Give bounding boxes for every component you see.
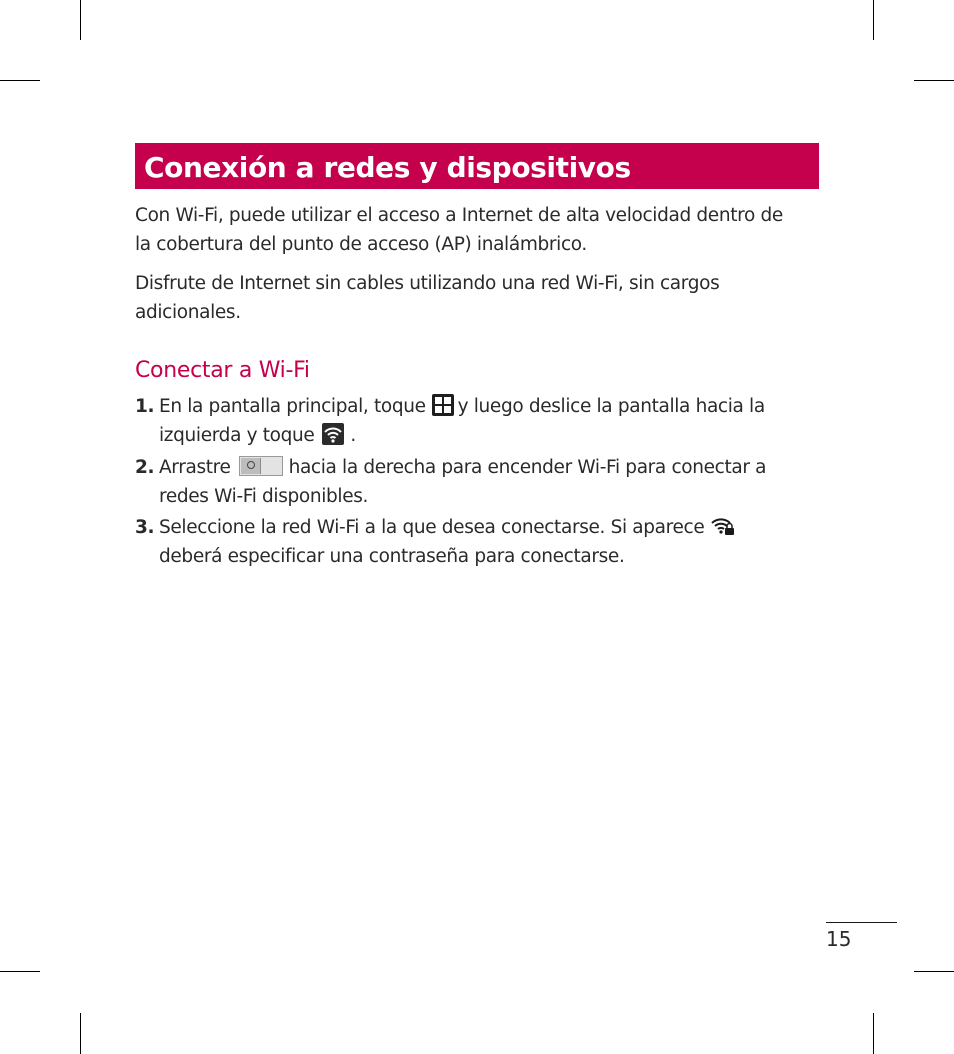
wifi-toggle-icon <box>239 456 283 476</box>
step-text: y luego deslice la pantalla hacia la <box>457 396 765 417</box>
text-line: deberá especificar una contraseña para conectarse. <box>159 546 625 567</box>
step-text: . <box>350 425 356 446</box>
text-line <box>159 513 819 542</box>
step-text: Seleccione la red Wi-Fi a la que desea conectarse. Si aparece <box>159 517 705 538</box>
subsection-title: Conectar a Wi-Fi <box>135 358 310 383</box>
page-number: 15 <box>826 927 852 951</box>
crop-mark <box>80 0 81 40</box>
step-text: En la pantalla principal, toque <box>159 396 426 417</box>
step-text: izquierda y toque <box>159 425 315 446</box>
text-line: redes Wi-Fi disponibles. <box>159 486 369 507</box>
text-line: adicionales. <box>135 302 241 323</box>
intro-paragraph-2 <box>135 269 819 327</box>
crop-mark <box>80 1013 81 1054</box>
crop-mark <box>0 971 40 972</box>
step-text: Arrastre <box>159 457 231 478</box>
toggle-knob <box>241 458 261 474</box>
crop-mark <box>914 80 954 81</box>
crop-mark <box>914 971 954 972</box>
crop-mark <box>873 1013 874 1054</box>
crop-mark <box>873 0 874 40</box>
section-title-bar <box>135 143 819 189</box>
section-title: Conexión a redes y dispositivos <box>144 151 631 184</box>
step-number: 1. <box>135 396 155 417</box>
step-number: 3. <box>135 517 155 538</box>
apps-grid-icon <box>432 394 454 416</box>
step-body <box>159 453 819 511</box>
step-body <box>159 513 819 571</box>
text-line <box>159 421 819 450</box>
text-line: la cobertura del punto de acceso (AP) inalámbrico. <box>135 234 587 255</box>
step-number: 2. <box>135 457 155 478</box>
secured-wifi-icon <box>710 514 736 538</box>
intro-paragraph-1 <box>135 201 819 259</box>
step-text: hacia la derecha para encender Wi-Fi para conectar a <box>288 457 767 478</box>
step-body <box>159 392 819 450</box>
text-line: Con Wi-Fi, puede utilizar el acceso a Internet de alta velocidad dentro de <box>135 205 783 226</box>
wifi-settings-icon <box>322 423 344 445</box>
text-line: Disfrute de Internet sin cables utilizando una red Wi-Fi, sin cargos <box>135 273 720 294</box>
text-line <box>159 453 819 482</box>
page-number-rule <box>826 922 897 923</box>
crop-mark <box>0 80 40 81</box>
text-line <box>159 392 819 421</box>
